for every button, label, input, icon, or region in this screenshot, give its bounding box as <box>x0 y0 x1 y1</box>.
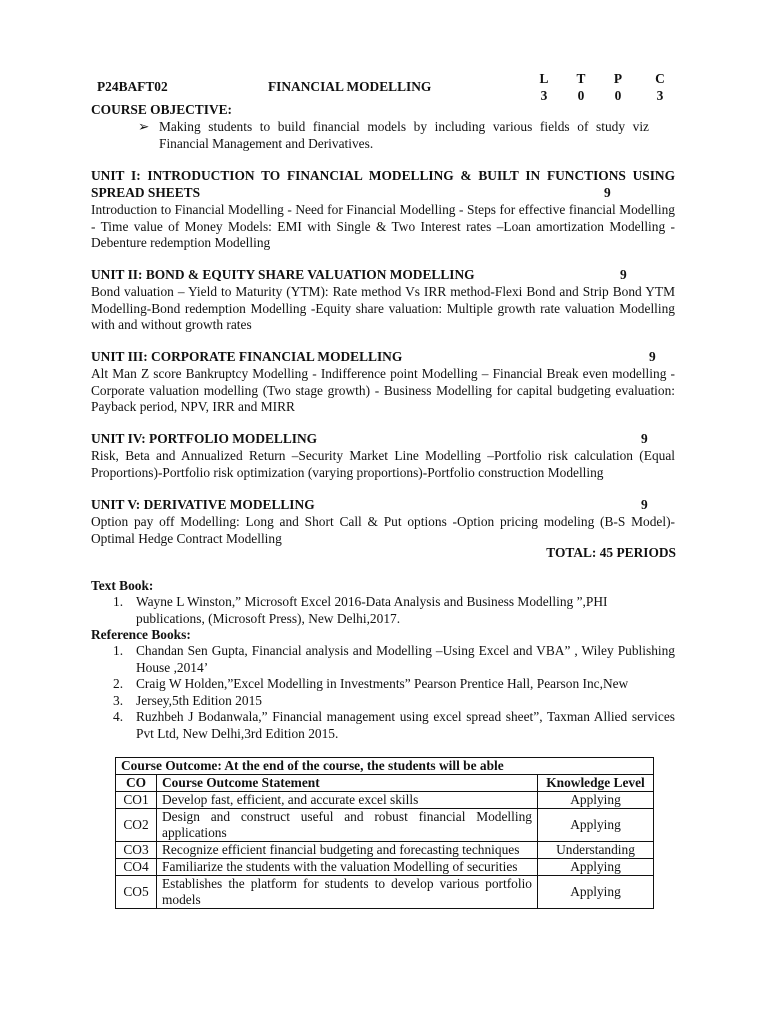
unit-5-hours: 9 <box>641 497 648 512</box>
column-header-co: CO <box>116 775 157 792</box>
list-item <box>91 643 675 676</box>
ltpc-label: P <box>613 71 623 86</box>
table-caption: Course Outcome: At the end of the course, the students will be able <box>116 758 654 775</box>
list-number: 4. <box>113 709 124 724</box>
book-citation: Craig W Holden,”Excel Modelling in Investments” Pearson Prentice Hall, Pearson Inc,New <box>136 676 629 691</box>
list-item <box>91 676 675 693</box>
unit-3-hours: 9 <box>649 349 656 364</box>
course-title: FINANCIAL MODELLING <box>268 79 432 94</box>
unit-2-body: Bond valuation – Yield to Maturity (YTM): Rate method Vs IRR method-Flexi Bond and Strip Bond YTM Modelling-Bond redemption Modelling -Equity share valuation: Multiple growth rate valuation Modelling with and without growth rates <box>91 284 675 332</box>
unit-1-hours: 9 <box>604 185 611 200</box>
ltpc-value: 0 <box>614 88 622 103</box>
table-row <box>116 792 654 809</box>
unit-5-body: Option pay off Modelling: Long and Short Call & Put options -Option pricing modeling (B-S Model)-Optimal Hedge Contract Modelling <box>91 514 675 546</box>
table-caption-row <box>116 758 654 775</box>
co-level: Applying <box>538 876 654 909</box>
ltpc-value: 3 <box>656 88 664 103</box>
book-citation: Chandan Sen Gupta, Financial analysis and Modelling –Using Excel and VBA” , Wiley Publishing House ,2014’ <box>136 643 675 675</box>
unit-3-title: UNIT III: CORPORATE FINANCIAL MODELLING <box>91 349 403 364</box>
unit-4-hours: 9 <box>641 431 648 446</box>
column-header-statement: Course Outcome Statement <box>157 775 538 792</box>
table-row <box>116 876 654 909</box>
unit-1-title: UNIT I: INTRODUCTION TO FINANCIAL MODELLING & BUILT IN FUNCTIONS USING SPREAD SHEETS <box>91 168 675 200</box>
co-statement: Recognize efficient financial budgeting and forecasting techniques <box>157 842 538 859</box>
co-level: Applying <box>538 859 654 876</box>
co-id: CO2 <box>116 809 157 842</box>
table-header-row <box>116 775 654 792</box>
ltpc-t <box>571 70 591 104</box>
co-level: Applying <box>538 792 654 809</box>
co-id: CO1 <box>116 792 157 809</box>
column-header-level: Knowledge Level <box>538 775 654 792</box>
ltpc-c <box>650 70 670 104</box>
co-statement: Develop fast, efficient, and accurate excel skills <box>157 792 538 809</box>
list-number: 1. <box>113 643 124 658</box>
course-outcome-table <box>115 757 654 909</box>
co-statement: Design and construct useful and robust financial Modelling applications <box>157 809 538 842</box>
ltpc-l <box>534 70 554 104</box>
text-book-list <box>91 594 675 627</box>
co-id: CO4 <box>116 859 157 876</box>
table-row <box>116 842 654 859</box>
ltpc-label: C <box>655 71 665 86</box>
text-book-heading: Text Book: <box>91 578 154 593</box>
co-level: Understanding <box>538 842 654 859</box>
objective-heading: COURSE OBJECTIVE: <box>91 102 233 117</box>
course-code: P24BAFT02 <box>97 79 168 94</box>
unit-4-title: UNIT IV: PORTFOLIO MODELLING <box>91 431 318 446</box>
table-row <box>116 859 654 876</box>
ltpc-label: T <box>576 71 586 86</box>
list-item <box>91 709 675 742</box>
list-item <box>91 594 675 627</box>
unit-1-body: Introduction to Financial Modelling - Need for Financial Modelling - Steps for effective financial Modelling - Time value of Money Models: EMI with Single & Two Interest rates –Loan amortization Modelling - Debenture redemption Modelling <box>91 202 675 250</box>
co-level: Applying <box>538 809 654 842</box>
unit-4-body: Risk, Beta and Annualized Return –Security Market Line Modelling –Portfolio risk calculation (Equal Proportions)-Portfolio risk optimization (varying proportions)-Portfolio construction Modelling <box>91 448 675 480</box>
table-row <box>116 809 654 842</box>
list-item <box>91 693 675 710</box>
co-id: CO3 <box>116 842 157 859</box>
co-statement: Familiarize the students with the valuation Modelling of securities <box>157 859 538 876</box>
book-citation: Jersey,5th Edition 2015 <box>136 692 262 708</box>
ltpc-label: L <box>539 71 549 86</box>
reference-books-list <box>91 643 675 742</box>
unit-3-body: Alt Man Z score Bankruptcy Modelling - Indifference point Modelling – Financial Break even modelling - Corporate valuation modelling (Two stage growth) - Business Modelling for capital budgeting evaluation: Payback period, NPV, IRR and MIRR <box>91 366 675 414</box>
unit-5-title: UNIT V: DERIVATIVE MODELLING <box>91 497 315 512</box>
total-periods: TOTAL: 45 PERIODS <box>546 545 676 560</box>
ltpc-value: 3 <box>540 88 548 103</box>
ltpc-p <box>608 70 628 104</box>
arrow-bullet-icon: ➢ <box>138 119 150 134</box>
ltpc-value: 0 <box>577 88 585 103</box>
book-citation: Ruzhbeh J Bodanwala,” Financial management using excel spread sheet”, Taxman Allied services Pvt Ltd, New Delhi,3rd Edition 2015. <box>136 709 675 741</box>
list-number: 2. <box>113 676 124 691</box>
list-number: 1. <box>113 594 124 609</box>
unit-2-hours: 9 <box>620 267 627 282</box>
list-number: 3. <box>113 692 124 708</box>
objective-text: Making students to build financial models by including various fields of study viz Financial Management and Derivatives. <box>159 119 649 151</box>
reference-books-heading: Reference Books: <box>91 627 191 642</box>
book-citation: Wayne L Winston,” Microsoft Excel 2016-Data Analysis and Business Modelling ”,PHI publications, (Microsoft Press), New Delhi,2017. <box>136 594 608 626</box>
unit-2-title: UNIT II: BOND & EQUITY SHARE VALUATION MODELLING <box>91 267 475 282</box>
co-statement: Establishes the platform for students to develop various portfolio models <box>157 876 538 909</box>
co-id: CO5 <box>116 876 157 909</box>
